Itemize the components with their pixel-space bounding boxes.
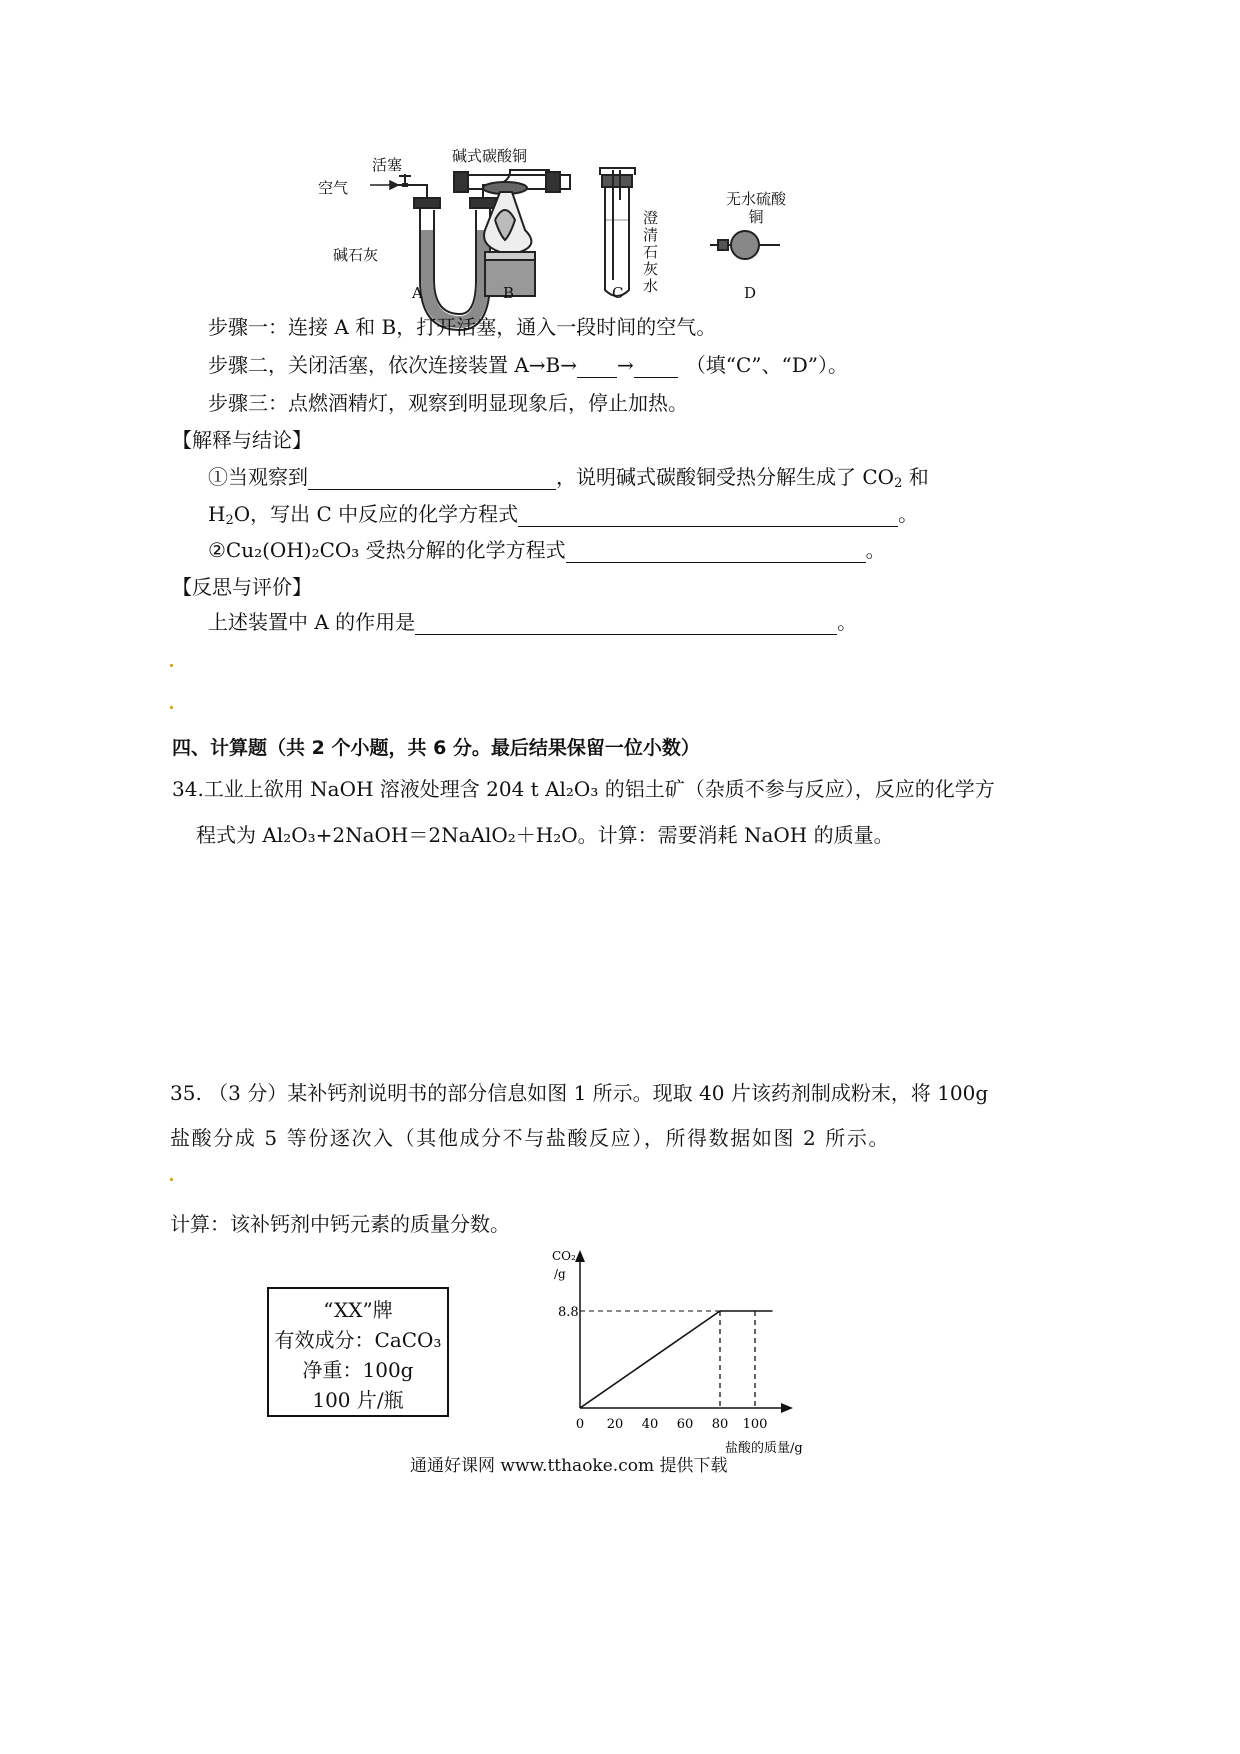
question-1-prefix: ①当观察到 bbox=[208, 465, 308, 489]
x-tick-label: 0 bbox=[575, 1417, 585, 1432]
question-1-equation-blank[interactable] bbox=[518, 506, 898, 527]
question-34-line-2: 程式为 Al₂O₃+2NaOH＝2NaAlO₂＋H₂O。计算：需要消耗 NaOH 的质量。 bbox=[196, 823, 894, 847]
question-1-line-2 bbox=[208, 501, 918, 527]
label-ingredient: 有效成分：CaCO₃ bbox=[274, 1328, 442, 1352]
label-anhydrous-cuso4: 无水硫酸铜 bbox=[725, 190, 786, 226]
x-tick-label: 20 bbox=[606, 1417, 624, 1432]
y-axis-label: CO₂ bbox=[552, 1249, 576, 1263]
air-arrow-icon bbox=[370, 181, 398, 189]
label-brand: “XX”牌 bbox=[323, 1298, 393, 1322]
question-1-h-sub: 2 bbox=[225, 513, 234, 528]
device-label-d: D bbox=[744, 284, 757, 302]
stray-mark bbox=[170, 706, 173, 709]
section-4-title: 四、计算题（共 2 个小题，共 6 分。最后结果保留一位小数） bbox=[172, 737, 700, 759]
label-limewater: 澄清石灰水 bbox=[643, 209, 659, 295]
supplement-label-box bbox=[267, 1287, 449, 1417]
x-tick-label: 100 bbox=[742, 1417, 768, 1432]
label-count: 100 片/瓶 bbox=[312, 1388, 404, 1412]
device-label-a: A bbox=[412, 284, 423, 302]
device-c bbox=[600, 168, 635, 296]
question-1-mid: ，说明碱式碳酸铜受热分解生成了 CO bbox=[556, 465, 895, 489]
piston-icon bbox=[399, 174, 411, 185]
step-3: 步骤三：点燃酒精灯，观察到明显现象后，停止加热。 bbox=[208, 391, 688, 415]
question-35-line-2: 盐酸分成 5 等份逐次入（其他成分不与盐酸反应），所得数据如图 2 所示。 bbox=[170, 1126, 891, 1150]
device-label-b: B bbox=[503, 284, 515, 302]
question-1-blank[interactable] bbox=[308, 469, 556, 490]
reflection-blank[interactable] bbox=[415, 614, 837, 635]
label-net-weight: 净重：100g bbox=[302, 1358, 414, 1382]
y-tick-label: 8.8 bbox=[558, 1305, 579, 1320]
question-34-line-1: 34.工业上欲用 NaOH 溶液处理含 204 t Al₂O₃ 的铝土矿（杂质不参与反应），反应的化学方 bbox=[172, 777, 995, 801]
explanation-heading: 【解释与结论】 bbox=[172, 428, 312, 452]
x-axis-label: 盐酸的质量/g bbox=[725, 1441, 803, 1456]
question-2-blank[interactable] bbox=[566, 542, 866, 563]
question-1-h: H bbox=[208, 502, 226, 526]
question-1-end: 和 bbox=[902, 465, 929, 489]
question-1-sub: 2 bbox=[894, 476, 903, 491]
label-soda-lime: 碱石灰 bbox=[333, 246, 379, 264]
step-2 bbox=[208, 352, 848, 378]
x-tick-label: 40 bbox=[641, 1417, 659, 1432]
reflection-period: 。 bbox=[837, 610, 858, 634]
reflection-question bbox=[208, 609, 857, 635]
stray-mark bbox=[170, 664, 173, 667]
reflection-heading: 【反思与评价】 bbox=[172, 575, 312, 599]
label-basic-copper-carbonate: 碱式碳酸铜 bbox=[452, 147, 528, 165]
device-d bbox=[710, 231, 780, 259]
device-label-c: C bbox=[612, 284, 624, 302]
x-tick-label: 60 bbox=[676, 1417, 694, 1432]
series-line bbox=[580, 1311, 773, 1408]
question-35-line-3: 计算：该补钙剂中钙元素的质量分数。 bbox=[170, 1212, 510, 1236]
step-2-prefix: 步骤二，关闭活塞，依次连接装置 A→B→ bbox=[208, 353, 578, 377]
y-axis-arrow-icon bbox=[575, 1250, 585, 1262]
question-1-period: 。 bbox=[898, 502, 919, 526]
question-35-line-1: 35. （3 分）某补钙剂说明书的部分信息如图 1 所示。现取 40 片该药剂制成粉末，将 100g bbox=[170, 1081, 989, 1105]
x-tick-label: 80 bbox=[711, 1417, 729, 1432]
y-axis-label-unit: /g bbox=[554, 1267, 566, 1281]
step-2-suffix: （填“C”、“D”）。 bbox=[685, 353, 849, 377]
footer-text: 通通好课网 www.tthaoke.com 提供下载 bbox=[410, 1456, 728, 1476]
x-axis-arrow-icon bbox=[781, 1403, 793, 1413]
step-2-blank-1[interactable] bbox=[577, 357, 617, 378]
stray-mark bbox=[170, 1178, 173, 1181]
apparatus-figure bbox=[350, 160, 910, 340]
device-b bbox=[454, 172, 570, 296]
step-2-blank-2[interactable] bbox=[634, 357, 678, 378]
question-2-text: ②Cu₂(OH)₂CO₃ 受热分解的化学方程式 bbox=[208, 538, 566, 562]
question-2 bbox=[208, 537, 886, 563]
reflection-question-text: 上述装置中 A 的作用是 bbox=[208, 610, 416, 634]
step-2-arrow: → bbox=[617, 353, 634, 377]
question-1-line-2-text: O，写出 C 中反应的化学方程式 bbox=[233, 502, 519, 526]
co2-chart bbox=[540, 1240, 840, 1460]
label-air: 空气 bbox=[318, 179, 349, 197]
step-1: 步骤一：连接 A 和 B，打开活塞，通入一段时间的空气。 bbox=[208, 315, 717, 339]
label-piston: 活塞 bbox=[372, 156, 403, 174]
question-1 bbox=[208, 464, 929, 490]
question-2-period: 。 bbox=[865, 538, 886, 562]
